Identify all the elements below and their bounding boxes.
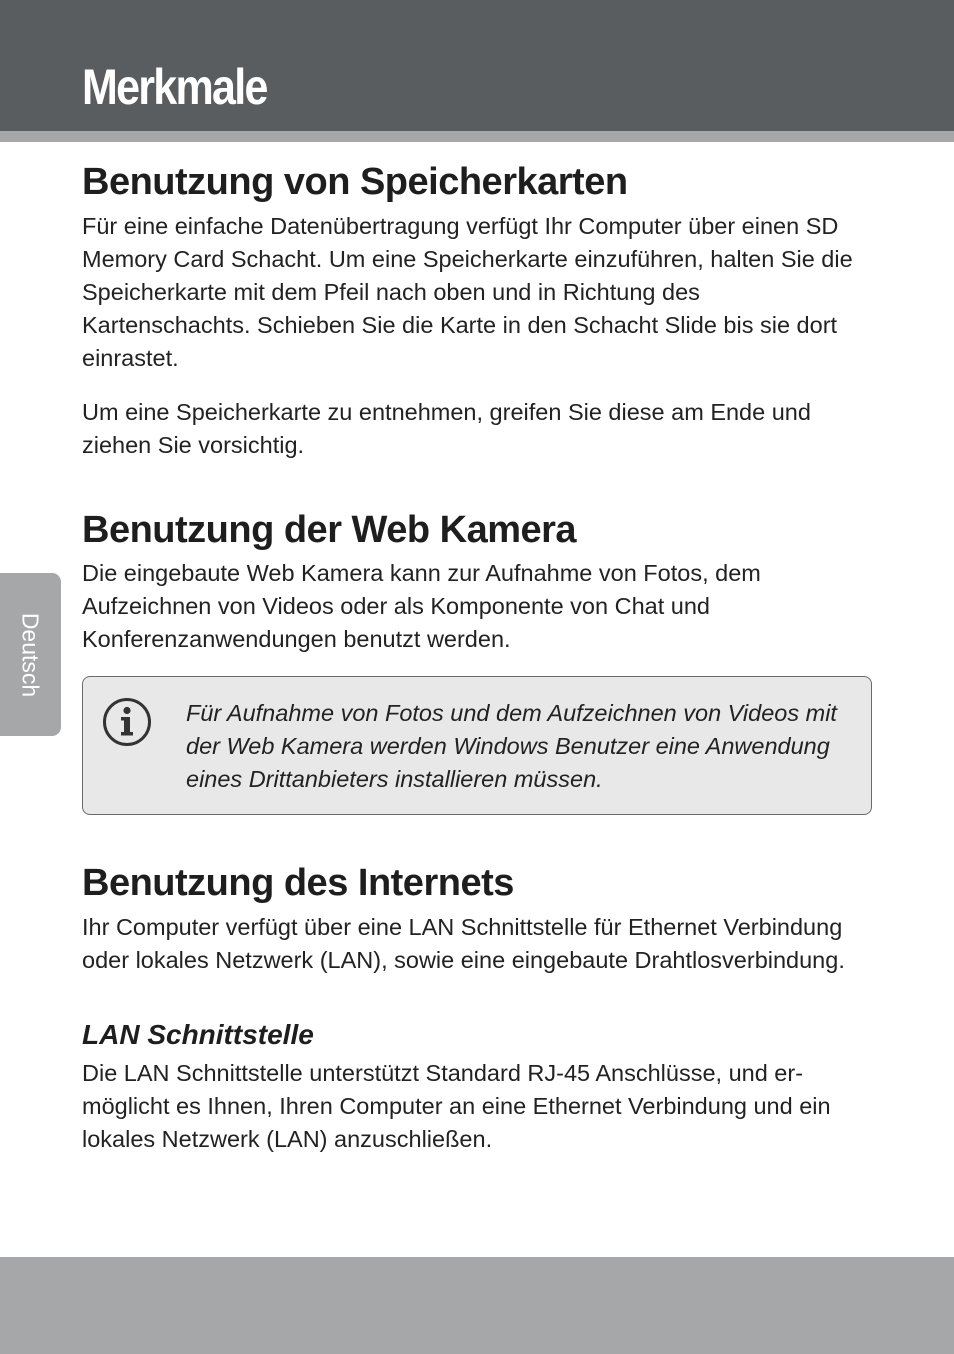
section-internet <box>82 861 874 1156</box>
page-header <box>0 0 954 131</box>
section-heading-internet: Benutzung des Internets <box>82 862 514 905</box>
header-stripe <box>0 131 954 142</box>
info-note-text: Für Aufnahme von Fotos und dem Aufzeichnen von Videos mit der Web Kamera werden Windows Benutzer eine Anwendung eines Drittanbieters installieren müssen. <box>186 700 837 793</box>
memory-cards-paragraph-1: Für eine einfache Datenübertragung verfügt Ihr Computer über einen SD Memory Card Schacht. Um eine Speicherkarte einzuführen, halten Sie die Speicherkarte mit dem Pfeil nach oben und in Richtung des Kartenschachts. Schieben Sie die Karte in den Schacht Slide bis sie dort einrastet. <box>82 212 853 371</box>
memory-cards-paragraph-2: Um eine Speicherkarte zu entnehmen, greifen Sie diese am Ende und ziehen Sie vorsichtig. <box>82 398 811 458</box>
info-icon <box>102 697 152 747</box>
section-heading-web-camera: Benutzung der Web Kamera <box>82 508 577 551</box>
section-memory-cards <box>82 160 874 462</box>
info-note-box <box>82 676 872 815</box>
lan-paragraph: Die LAN Schnittstelle unterstützt Standard RJ-45 Anschlüsse, und er-möglicht es Ihnen, Ihren Computer an eine Ethernet Verbindung und ein lokales Netzwerk (LAN) anzuschließen. <box>82 1060 831 1153</box>
web-camera-paragraph-1: Die eingebaute Web Kamera kann zur Aufnahme von Fotos, dem Aufzeichnen von Videos oder als Komponente von Chat und Konferenzanwendungen benutzt werden. <box>82 560 761 653</box>
page-footer <box>0 1257 954 1354</box>
section-web-camera <box>82 508 874 816</box>
section-heading-memory-cards: Benutzung von Speicherkarten <box>82 161 628 203</box>
subheading-lan: LAN Schnittstelle <box>82 1018 314 1050</box>
page-content <box>82 160 874 1156</box>
internet-paragraph-1: Ihr Computer verfügt über eine LAN Schnittstelle für Ethernet Verbindung oder lokales Netzwerk (LAN), sowie eine eingebaute Drahtlosverbindung. <box>82 913 845 973</box>
page-title: Merkmale <box>82 59 267 115</box>
language-side-tab <box>0 573 61 736</box>
language-tab-label: Deutsch <box>17 612 44 698</box>
